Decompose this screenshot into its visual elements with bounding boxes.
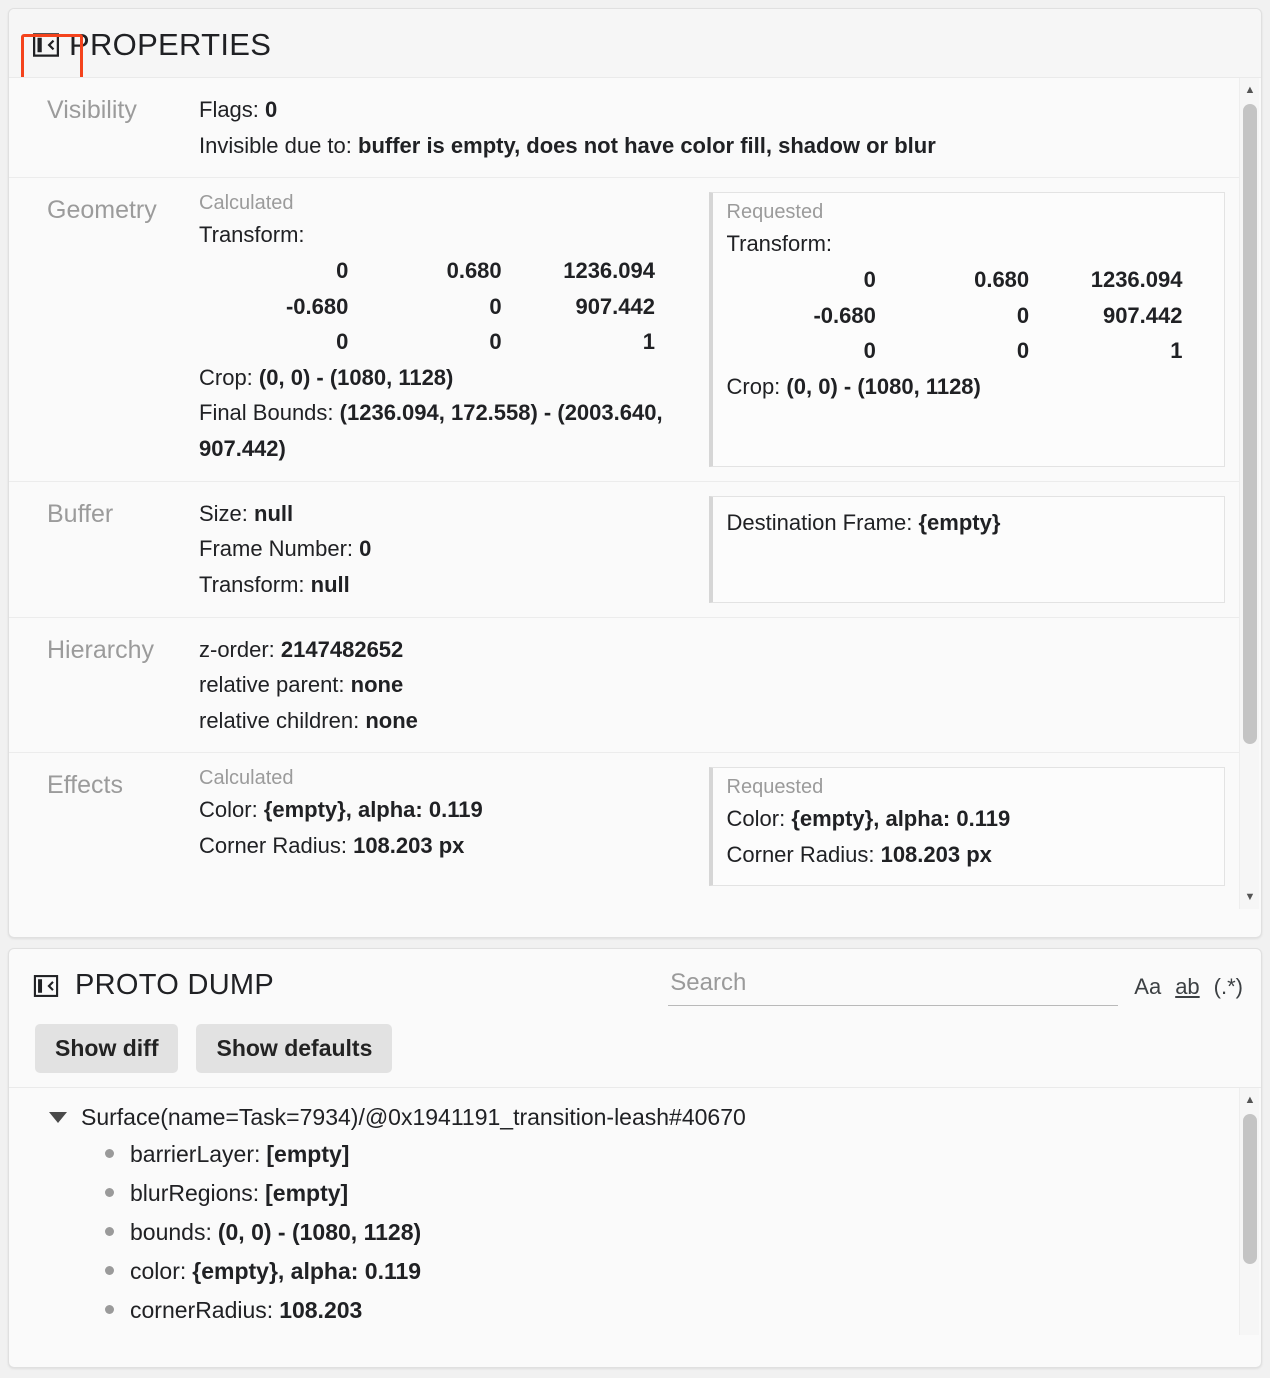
calculated-label: Calculated <box>199 767 294 790</box>
property-row-effects <box>9 753 1239 899</box>
tree-item-value: {empty}, alpha: 0.119 <box>192 1258 422 1284</box>
scrollbar-thumb[interactable] <box>1243 1114 1257 1264</box>
tree-item-value: (0, 0) - (1080, 1128) <box>217 1219 422 1245</box>
properties-body <box>9 77 1261 909</box>
tree-item-key: color: <box>130 1258 187 1284</box>
hierarchy-relative-parent: relative parent: none <box>199 672 404 698</box>
list-item[interactable] <box>9 1213 1261 1252</box>
transform-matrix: 0 0.680 1236.094 -0.680 0 907.442 0 0 1 <box>285 257 655 355</box>
tree-item-key: blurRegions: <box>130 1180 260 1206</box>
buffer-size: Size: null <box>199 500 294 526</box>
match-case-option[interactable]: Aa <box>1134 974 1162 999</box>
requested-label: Requested <box>726 776 824 799</box>
bullet-icon <box>105 1266 114 1275</box>
proto-dump-header <box>9 949 1261 1016</box>
buffer-transform: Transform: null <box>199 571 350 597</box>
show-defaults-button[interactable]: Show defaults <box>196 1024 392 1073</box>
search-area <box>668 965 1243 1006</box>
tree-item-value: 108.203 <box>279 1297 363 1323</box>
property-label: Visibility <box>47 96 137 124</box>
requested-label: Requested <box>726 201 824 224</box>
property-row-visibility <box>9 78 1239 178</box>
bullet-icon <box>105 1227 114 1236</box>
list-item[interactable] <box>9 1291 1261 1330</box>
proto-dump-scrollbar[interactable] <box>1239 1088 1259 1335</box>
scrollbar-thumb[interactable] <box>1243 104 1257 744</box>
destination-frame: Destination Frame: {empty} <box>726 509 1001 535</box>
property-label: Hierarchy <box>47 635 154 664</box>
properties-panel-header <box>9 9 1261 77</box>
scroll-down-arrow[interactable]: ▼ <box>1244 891 1256 903</box>
buffer-values <box>199 496 683 603</box>
whole-word-option[interactable]: ab <box>1175 974 1200 999</box>
calculated-label: Calculated <box>199 192 294 215</box>
property-row-buffer <box>9 482 1239 618</box>
buffer-destination-frame <box>709 496 1226 603</box>
page-title: PROPERTIES <box>69 27 272 62</box>
proto-dump-panel <box>8 948 1262 1368</box>
tree-root-node[interactable] <box>9 1100 1261 1135</box>
tree-root-label: Surface(name=Task=7934)/@0x1941191_transition-leash#40670 <box>81 1104 746 1130</box>
list-item[interactable] <box>9 1174 1261 1213</box>
effects-color: Color: {empty}, alpha: 0.119 <box>199 797 483 823</box>
tree-item-key: barrierLayer: <box>130 1141 261 1167</box>
list-item[interactable] <box>9 1252 1261 1291</box>
property-label: Buffer <box>47 499 114 528</box>
regex-option[interactable]: (.*) <box>1213 974 1243 999</box>
geometry-requested <box>709 192 1226 466</box>
scroll-up-arrow[interactable]: ▲ <box>1244 84 1256 96</box>
bullet-icon <box>105 1305 114 1314</box>
property-row-geometry <box>9 178 1239 481</box>
transform-label: Transform: <box>199 222 305 248</box>
visibility-flags: Flags: 0 <box>199 97 278 122</box>
hierarchy-zorder: z-order: 2147482652 <box>199 636 404 662</box>
properties-panel <box>8 8 1262 938</box>
list-item[interactable] <box>9 1135 1261 1174</box>
scroll-up-arrow[interactable]: ▲ <box>1244 1094 1256 1106</box>
transform-matrix: 0 0.680 1236.094 -0.680 0 907.442 0 0 1 <box>813 266 1183 364</box>
property-label: Effects <box>47 771 123 800</box>
properties-viewer <box>0 8 1270 1378</box>
geometry-crop: Crop: (0, 0) - (1080, 1128) <box>199 364 454 390</box>
geometry-final-bounds: Final Bounds: (1236.094, 172.558) - (2003.640, 907.442) <box>199 400 663 461</box>
geometry-calculated <box>199 192 683 466</box>
proto-dump-title: PROTO DUMP <box>75 969 275 1001</box>
properties-scrollbar[interactable] <box>1239 78 1259 909</box>
tree-item-value: [empty] <box>265 1180 349 1206</box>
search-options <box>1134 974 1243 1006</box>
property-row-hierarchy <box>9 618 1239 754</box>
bullet-icon <box>105 1188 114 1197</box>
property-label: Geometry <box>47 196 157 225</box>
tree-item-value: [empty] <box>266 1141 350 1167</box>
effects-requested <box>709 767 1226 885</box>
chevron-down-icon[interactable] <box>49 1112 67 1123</box>
buffer-frame-number: Frame Number: 0 <box>199 536 372 562</box>
effects-color: Color: {empty}, alpha: 0.119 <box>726 806 1011 832</box>
effects-corner-radius: Corner Radius: 108.203 px <box>199 833 465 858</box>
collapse-panel-icon[interactable] <box>31 30 61 60</box>
effects-corner-radius: Corner Radius: 108.203 px <box>726 842 992 867</box>
visibility-values <box>199 92 1225 163</box>
bullet-icon <box>105 1149 114 1158</box>
tree-item-key: cornerRadius: <box>130 1297 274 1323</box>
hierarchy-values <box>199 632 1225 739</box>
collapse-panel-icon[interactable] <box>31 971 61 1001</box>
tree-item-key: bounds: <box>130 1219 212 1245</box>
properties-scroll-content <box>9 78 1239 909</box>
show-diff-button[interactable]: Show diff <box>35 1024 178 1073</box>
proto-dump-toolbar <box>9 1016 1261 1087</box>
visibility-reason: Invisible due to: buffer is empty, does not have color fill, shadow or blur <box>199 132 936 158</box>
proto-dump-tree <box>9 1087 1261 1335</box>
search-input[interactable] <box>668 965 1118 1006</box>
geometry-crop: Crop: (0, 0) - (1080, 1128) <box>726 373 981 399</box>
effects-calculated <box>199 767 683 885</box>
hierarchy-relative-children: relative children: none <box>199 707 418 733</box>
transform-label: Transform: <box>726 231 833 257</box>
